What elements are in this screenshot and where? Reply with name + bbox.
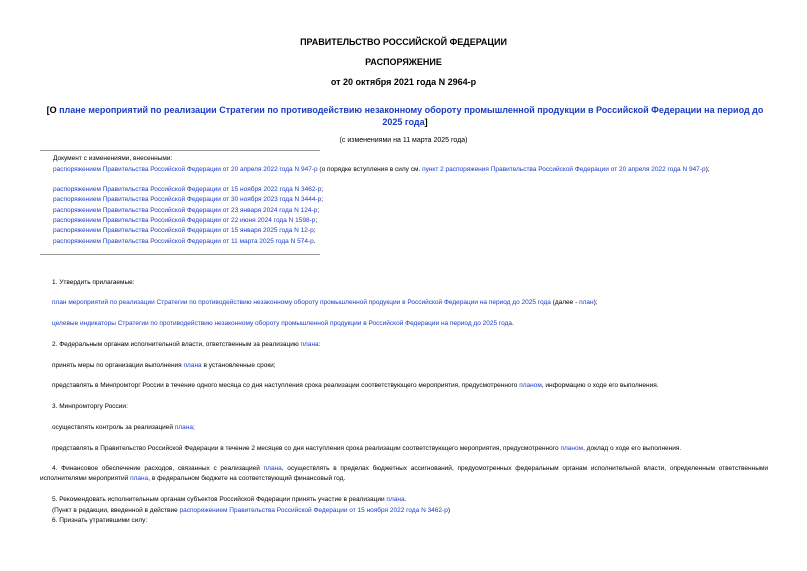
title-open-bracket: [О <box>46 105 60 115</box>
edition-item-7: распоряжением Правительства Российской Федерации от 11 марта 2025 года N 574-р. <box>53 237 316 245</box>
editions-bottom-rule <box>40 254 320 255</box>
edition-link-3[interactable]: распоряжением Правительства Российской Федерации от 30 ноября 2023 года N 3444-р <box>53 196 322 204</box>
paragraph-1a: план мероприятий по реализации Стратегии по противодействию незаконному обороту промышленной продукции в Российской Федерации на период до 2025 года (далее - план); <box>52 299 598 306</box>
plan-link[interactable]: плана <box>130 474 149 482</box>
indicators-link[interactable]: целевые индикаторы Стратегии по противодействию незаконному обороту промышленной продукции в Российской Федерации на период до 2025 года <box>52 320 513 327</box>
edition-point-link[interactable]: пункт 2 распоряжения Правительства Российской Федерации от 20 апреля 2022 года N 947-р <box>422 165 706 173</box>
edition-item-6: распоряжением Правительства Российской Федерации от 15 января 2025 года N 12-р; <box>53 227 316 235</box>
government-heading: ПРАВИТЕЛЬСТВО РОССИЙСКОЙ ФЕДЕРАЦИИ <box>300 37 507 47</box>
plan-link[interactable]: плана <box>183 362 202 369</box>
document-date-number: от 20 октября 2021 года N 2964-р <box>330 77 477 87</box>
paragraph-2: 2. Федеральным органам исполнительной власти, ответственным за реализацию плана: <box>52 341 321 348</box>
plan-link[interactable]: плана <box>386 496 405 503</box>
paragraph-1b: целевые индикаторы Стратегии по противодействию незаконному обороту промышленной продукции в Российской Федерации на период до 2025 года. <box>52 320 514 327</box>
paragraph-6: 6. Признать утратившими силу: <box>52 517 148 524</box>
paragraph-3b: представлять в Правительство Российской Федерации в течение 2 месяцев со дня наступления срока реализации соответствующего мероприятия, предусмотренного планом, доклад о ходе его выполнения. <box>52 445 682 452</box>
plan-link[interactable]: план мероприятий по реализации Стратегии по противодействию незаконному обороту промышленной продукции в Российской Федерации на период до 2025 года <box>52 299 551 306</box>
document-title <box>40 104 770 128</box>
edition-link-6[interactable]: распоряжением Правительства Российской Федерации от 15 января 2025 года N 12-р <box>53 227 314 235</box>
edition-link-2[interactable]: распоряжением Правительства Российской Федерации от 15 ноября 2022 года N 3462-р <box>53 186 322 193</box>
edition-item-2: распоряжением Правительства Российской Федерации от 15 ноября 2022 года N 3462-р; <box>53 186 324 193</box>
edition-link-1[interactable]: распоряжением Правительства Российской Федерации от 20 апреля 2022 года N 947-р <box>53 165 318 173</box>
editions-intro: Документ с изменениями, внесенными: <box>53 155 173 162</box>
plan-link[interactable]: планом <box>560 445 584 452</box>
plan-link[interactable]: плана <box>174 424 193 431</box>
edition-link-4[interactable]: распоряжением Правительства Российской Федерации от 23 января 2024 года N 124-р <box>53 206 318 214</box>
plan-short-link[interactable]: план <box>579 299 594 306</box>
document-type: РАСПОРЯЖЕНИЕ <box>365 57 442 67</box>
edition-link-5[interactable]: распоряжением Правительства Российской Федерации от 22 июня 2024 года N 1598-р <box>53 216 316 224</box>
edition-item-1: распоряжением Правительства Российской Федерации от 20 апреля 2022 года N 947-р (о порядке вступления в силу см. пункт 2 распоряжения Правительства Российской Федерации от 20 апреля 2022 года N 947-р); <box>53 165 710 173</box>
paragraph-1: 1. Утвердить прилагаемые: <box>52 279 135 286</box>
title-link[interactable]: плане мероприятий по реализации Стратегии по противодействию незаконному обороту промышленной продукции в Российской Федерации на период до 2025 года <box>59 105 764 127</box>
edition-link-7[interactable]: распоряжением Правительства Российской Федерации от 11 марта 2025 года N 574-р <box>53 237 314 245</box>
paragraph-4: 4. Финансовое обеспечение расходов, связанных с реализацией плана, осуществлять в пределах бюджетных ассигнований, предусмотренных федеральным органам исполнительной власти, определенным ответственными исполнителями мероприятий плана, в федеральном бюджете на соответствующий финансовый год. <box>40 465 769 482</box>
edition-item-3: распоряжением Правительства Российской Федерации от 30 ноября 2023 года N 3444-р; <box>53 196 324 204</box>
paragraph-3a: осуществлять контроль за реализацией плана; <box>52 424 195 431</box>
edition-item-5: распоряжением Правительства Российской Федерации от 22 июня 2024 года N 1598-р; <box>53 216 318 224</box>
changes-note: (с изменениями на 11 марта 2025 года) <box>339 137 468 144</box>
plan-link[interactable]: плана <box>263 465 282 472</box>
edition-link-2[interactable]: распоряжением Правительства Российской Федерации от 15 ноября 2022 года N 3462-р <box>179 506 448 514</box>
paragraph-2b: представлять в Минпромторг России в течение одного месяца со дня наступления срока реализации соответствующего мероприятия, предусмотренного планом, информацию о ходе его выполнения. <box>52 382 659 389</box>
paragraph-3: 3. Минпромторгу России: <box>52 403 128 410</box>
editions-top-rule <box>40 150 320 151</box>
title-close-bracket: ] <box>424 117 428 127</box>
plan-link[interactable]: планом <box>519 382 542 389</box>
edition-item-4: распоряжением Правительства Российской Федерации от 23 января 2024 года N 124-р; <box>53 206 320 214</box>
paragraph-5-note: (Пункт в редакции, введенной в действие распоряжением Правительства Российской Федерации от 15 ноября 2022 года N 3462-р) <box>52 506 450 514</box>
paragraph-2a: принять меры по организации выполнения плана в установленные сроки; <box>52 362 276 369</box>
plan-link[interactable]: плана <box>300 341 319 348</box>
paragraph-5: 5. Рекомендовать исполнительным органам субъектов Российской Федерации принять участие в реализации плана. <box>52 496 407 503</box>
